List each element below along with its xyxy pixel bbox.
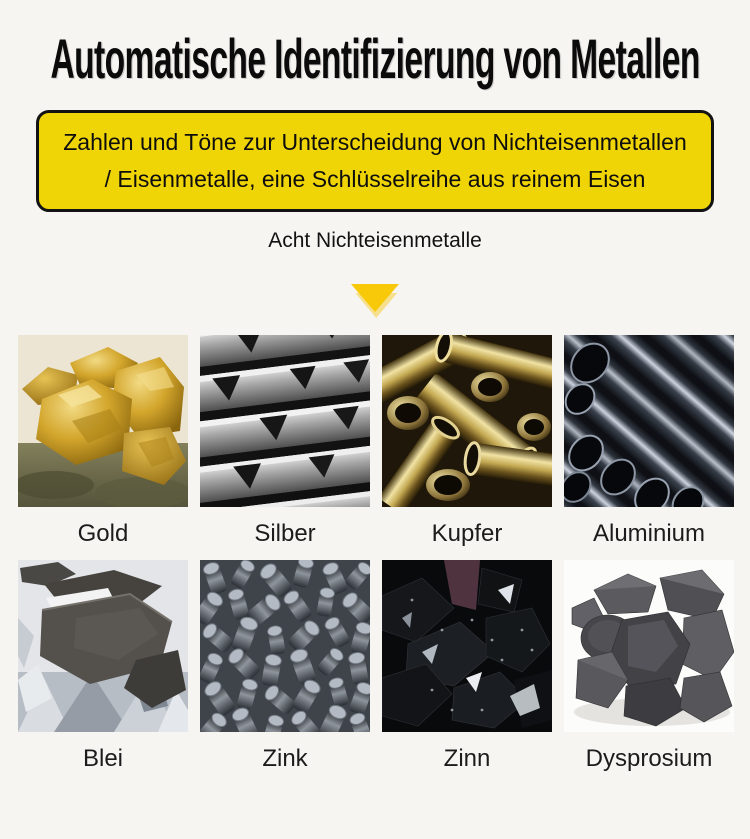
gold-image — [18, 335, 188, 507]
down-arrow-main — [351, 284, 399, 312]
page-title: Automatische Identifizierung von Metallen — [50, 27, 700, 90]
poster — [0, 27, 750, 785]
silver-ingots-image — [200, 335, 370, 507]
dysprosium-chunks-image — [564, 560, 734, 732]
metal-card-aluminium — [564, 335, 734, 560]
metal-card-gold — [18, 335, 188, 560]
metal-label: Gold — [77, 519, 129, 547]
metal-label: Aluminium — [592, 519, 706, 547]
aluminium-tubes-image — [564, 335, 734, 507]
tin-ore-image — [382, 560, 552, 732]
metal-label: Zink — [262, 744, 308, 772]
zinc-pellets-image — [200, 560, 370, 732]
metal-card-blei — [18, 560, 188, 785]
metal-card-zink — [200, 560, 370, 785]
header — [0, 27, 750, 90]
lead-slabs-image — [18, 560, 188, 732]
metal-card-dysprosium — [564, 560, 734, 785]
copper-tubes-image — [382, 335, 552, 507]
subtitle-banner — [36, 110, 714, 212]
metal-card-kupfer — [382, 335, 552, 560]
metal-label: Dysprosium — [585, 744, 713, 772]
metal-label: Kupfer — [431, 519, 503, 547]
metal-label: Silber — [254, 519, 316, 547]
metal-card-silber — [200, 335, 370, 560]
metal-label: Zinn — [443, 744, 491, 772]
metal-grid — [18, 335, 750, 785]
down-arrow-icon — [0, 284, 750, 320]
section-subtitle: Acht Nichteisenmetalle — [268, 229, 482, 252]
banner-line-1: Zahlen und Töne zur Unterscheidung von Nichteisenmetallen — [63, 129, 687, 155]
banner-line-2: / Eisenmetalle, eine Schlüsselreihe aus reinem Eisen — [104, 166, 646, 192]
metal-label: Blei — [82, 744, 124, 772]
metal-card-zinn — [382, 560, 552, 785]
